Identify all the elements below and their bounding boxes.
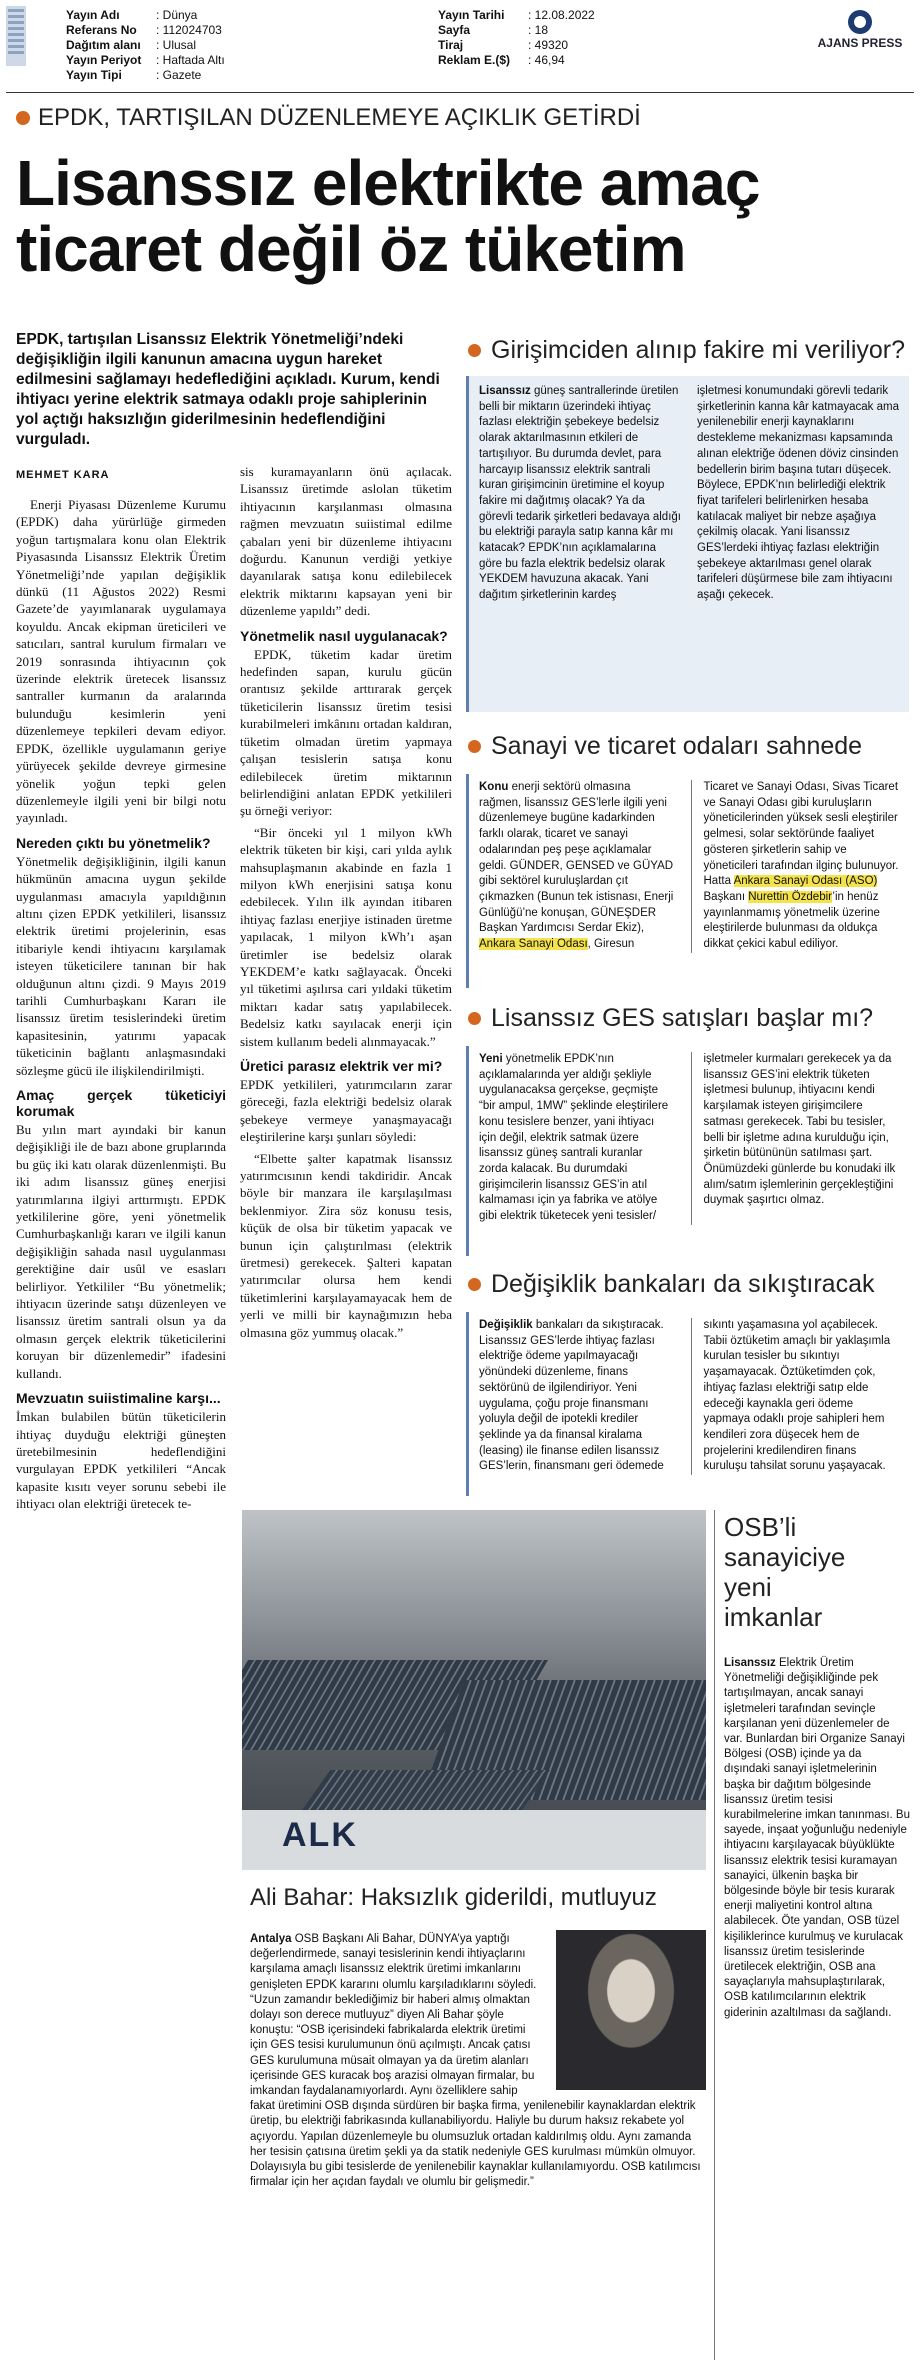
meta-value: : 46,94: [528, 53, 565, 67]
factory-sign: ALK: [282, 1816, 358, 1854]
box-title-text: Sanayi ve ticaret odaları sahnede: [491, 732, 863, 760]
meta-value: : 18: [528, 23, 549, 37]
box3: [466, 1046, 909, 1256]
meta-value: : 49320: [528, 38, 569, 52]
box-title-text: Girişimciden alınıp fakire mi veriliyor?: [491, 336, 906, 364]
box-title-text: Değişiklik bankaları da sıkıştıracak: [491, 1270, 875, 1298]
box2-col-2: [691, 780, 900, 953]
paragraph: EPDK, tüketim kadar üretim hedefinden sapan, kurulu gücün orantısız şekilde arttırarak gerçek tüketicilerin lisanssız üretim tesisi kurabilmeleri imkânını ortadan kaldıran, tüketim olmadan üretim yapmaya çalışan tesislerin satışa konu edilebilecek üretim miktarının belirlendiğini anlatan EPDK yetkilileri şu örneği veriyor:: [240, 646, 452, 819]
alibahar-text: [250, 1932, 702, 2190]
publication-logo-strip: [6, 6, 26, 66]
osb-text: [724, 1656, 910, 2021]
ajans-press-icon: [848, 10, 872, 34]
box4-col-1: [479, 1318, 675, 1475]
osb-title-line: imkanlar: [724, 1602, 823, 1632]
highlight: Ankara Sanayi Odası: [479, 938, 588, 951]
box2-title: [468, 732, 862, 761]
kicker: [16, 104, 641, 132]
box-text: enerji sektörü olmasına rağmen, lisanssız GES’lerle ilgili yeni düzenlemeye bugüne kadarkinden farklı olarak, ticaret ve sanayi odalarından peş peşe açıklamalar geldi. GÜNDER, GENSED ve GÜYAD gibi sektörel kuruluşlardan çıt çıkmazken (Bunun tek istisnası, Enerji Günlüğü’ne konuşan, GÜNEŞDER Başkan Yardımcısı Serdar Ekiz),: [479, 781, 674, 935]
box-text: yönetmelik EPDK’nın açıklamalarında yer aldığı şekliyle uygulanacaksa gerçekse, geçmişte “bir ampul, 1MW” şeklinde eleştirilere konu tesislere benzer, yani ihtiyacı için değil, elektrik satmak üzere lisanssız güneş santrali kuranlar zorda kalacak. Bu durumdaki girişimcilerin lisanssız GES’in atıl kalmaması için ya fabrika ve atölye gibi elektrik tüketecek yeni tesisler/: [479, 1053, 669, 1223]
byline: MEHMET KARA: [16, 469, 110, 481]
box3-col-2: [691, 1052, 900, 1225]
box2: [466, 774, 909, 988]
box-text: , Giresun: [587, 938, 635, 951]
highlight: Nurettin Özdebir: [748, 890, 833, 903]
brand-name: AJANS PRESS: [817, 36, 903, 50]
meta-label: Referans No: [66, 23, 137, 37]
headline: [16, 147, 906, 285]
box-text: işletmeler kurmaları gerekecek ya da lisanssız GES’ini elektrik tüketen işletmesi bulunup, ihtiyacını kendi karşılamak isteyen girişimcilere satması gerekecek. Tabi bu tesisler, belli bir işletme adına kurulduğu için, şirketin bütününün satılması şart. Önümüzdeki günlerde bu konudaki ilk alım/satım işlemlerinin gerçekleştiğini duymak şaşırtıcı olmaz.: [703, 1053, 896, 1207]
box4-col-2: [691, 1318, 900, 1475]
box-text: işletmesi konumundaki görevli tedarik şirketlerinin kanna kâr katmayacak ama yenilenebilir enerji kaynaklarını destekleme mekanizması kapsamında alınan elektriğe ödenen döviz cinsinden bedellerin birim başına tutarı düşecek. Böylece, EPDK’nın belirlediği elektrik fiyat tarifeleri belirlenirken hesaba katılacak maliyet bir nebze aşağıya çekilmiş olacak. Yani lisanssız GES’lerdeki ihtiyaç fazlası elektriğin şebekeye aktarılması genel olarak tarifeleri düşürmese bile zam ihtiyacını aşağı çekecek.: [697, 385, 899, 602]
subheading: Mevzuatın suiistimaline karşı...: [16, 1390, 221, 1407]
subheading: Üretici parasız elektrik ver mi?: [240, 1058, 443, 1074]
paragraph: Bu yılın mart ayındaki bir kanun değişikliği ile de bazı abone gruplarında bu güç iki katı olarak düzenlenmişti. Bu iki adım lisanssız güneş enerjisi yatırımlarına ilgiyi arttırmıştı. EPDK yetkililerine göre, yeni yönetmelik Cumhurbaşkanlığı kararı ve ilgili kanun değişikliğin sahada nasıl uygulanması gerektiğine dair usûl ve esasları belirliyor. Yetkililer “Bu yönetmelik; ihtiyacın üzerinde satışı düzenleyen ve lisanssız üretim santrali olsun ya da olmasın gerçek elektrik tüketicilerini koruyan bir düzenlemedir” ifadesini kullandı.: [16, 1122, 226, 1381]
box-title-text: Lisanssız GES satışları başlar mı?: [491, 1004, 874, 1032]
paragraph: Enerji Piyasası Düzenleme Kurumu (EPDK) daha yürürlüğe girmeden yoğun tartışmalara konu olan Elektrik Piyasasında Lisanssız Elektrik Üretim Yönetmeliği’nde yapılan değişiklik dünkü (11 Ağustos 2022) Resmi Gazete’de yayımlanarak uygulamaya koyuldu. Ancak ekipman üreticileri ve satıcıları, santral kurulum firmaları ve 2019 sonrasında ihtiyacının çok üzerinde elektrik üretecek lisanssız santraller kurmanın da aralarında bulunduğu kesimlerin yeni düzenlemeye tepkileri devam ediyor. EPDK, özellikle uygulamanın geriye yürüyecek şekilde devreye girmesine yönelik yoğun tepki gelen düzenlemeyle ilgili yeni bir bilgi notu yayınladı.: [16, 497, 226, 826]
box-text: ’in henüz yayınlanmamış yönetmelik üzerine eleştirilerde bulunması da oldukça dikkat çekici kabul ediliyor.: [703, 890, 880, 951]
meta-value: : 12.08.2022: [528, 8, 595, 22]
alibahar-title: Ali Bahar: Haksızlık giderildi, mutluyuz: [250, 1884, 657, 1911]
bullet-icon: [468, 344, 481, 357]
box-text: sıkıntı yaşamasına yol açabilecek. Tabii öztüketim amaçlı bir yaklaşımla kurulan tesisler bu sıkıntıyı yaşamayacak. Öztüketimden çok, ihtiyaç fazlası elektriği satıp elde edeceği kaynakla geri ödeme yapmaya odaklı proje sahipleri hem kendileri zora düşecek hem de projelerini kredilendiren finans kuruluşu tahsilat sorunu yaşayacak.: [703, 1319, 891, 1473]
box-lead: Değişiklik: [479, 1319, 533, 1331]
box-text: güneş santrallerinde üretilen belli bir miktarın üzerindeki ihtiyaç fazlası elektriğin şebekeye bedelsiz olarak aktarılmasının etkileri de tartışılıyor. Bu durumda devlet, para harcayıp lisanssız elektrik santrali kuran girişimcinin üretimine el koyup fakire mi dağıtmış olacak? Ya da görevli tedarik şirketleri bedavaya aldığı bu elektriği parayla satıp kanna kâr mı katacak? EPDK’nın açıklamalarına göre bu fazla elektrik bedelsiz olarak YEKDEM havuzuna akacak. Yani dağıtım şirketlerinin kardeş: [479, 385, 681, 602]
kicker-text: EPDK, TARTIŞILAN DÜZENLEMEYE AÇIKLIK GETİRDİ: [38, 104, 641, 131]
osb-divider: [714, 1510, 715, 2360]
article-column-2: [240, 463, 452, 1345]
paragraph: sis kuramayanların önü açılacak. Lisanssız üretimde aslolan tüketim ihtiyacının karşılanması olmasına rağmen mevzuatın suiistimal edilme çabaları yeni bir düzenleme ihtiyacını doğurdu. Kanunun verdiği yetkiye dayanılarak satışa konu edilebilecek elektrik miktarını kapsayan yeni bir düzenleme yapıldı” dedi.: [240, 464, 452, 619]
bullet-icon: [468, 1278, 481, 1291]
meta-value: : Ulusal: [156, 38, 197, 52]
paragraph: “Elbette şalter kapatmak lisanssız yatırımcısının kendi takdiridir. Ancak böyle bir manzara ile karşılaşılması beklenmiyor. Zira söz konusu tesis, küçük de olsa bir tüketim yapacak ve bunun için çalıştırılması (elektrik üretmesi) gerekecek. Şalteri kapatan yatırımcılar olursa hem kendi tüketimlerini karşılayamayacak hem de yerli ve milli bir kaynağımızın heba olmasına göz yummuş olacak.”: [240, 1150, 452, 1340]
meta-right: [438, 8, 728, 68]
box4: [466, 1312, 909, 1496]
box-text: OSB Başkanı Ali Bahar, DÜNYA’ya yaptığı değerlendirmede, sanayi tesislerinin kendi ihtiyaçlarını karşılama amaçlı lisanssız elektrik üretimi imkanlarını genişleten EPDK kararını olumlu karşıladıklarını söyledi. “Uzun zamandır beklediğimiz bir haberi almış olmaktan dolayı son derece mutluyuz” diyen Ali Bahar şöyle konuştu: “OSB içerisindeki fabrikalarda elektrik üretimi için GES tesisi kurulumunun önü açılmıştı. Ancak çatısı GES kurulumuna müsait olmayan ya da üretim alanları içerisinde GES kuracak boş arazisi olmayan firmalar, bu imkandan faydalanamıyorlardı. Aynı özelliklere sahip fakat üretimini OSB dışında sürdüren bir başka firma, yenilenebilir kaynaklardan elektrik üretip, bu elektriği fabrikasında kullanabiliyordu. Haliyle bu durum haksız rekabete yol açıyordu. Yapılan düzenlemeyle bu olumsuzluk ortadan kaldırılmış oldu. Aynı zamanda her tesisin çatısına üretim şekli ya da statik nedeniyle GES kurulması mümkün olmuyor. Dolayısıyla bu gibi tesislerde de yenilenebilir kaynaklar kullanılamıyordu. OSB katılımcısı firmalar için her açıdan faydalı ve olumlu bir gelişmedir.”: [250, 1933, 701, 2189]
headline-line-1: Lisanssız elektrikte amaç: [16, 147, 760, 219]
osb-title: [724, 1512, 845, 1632]
meta-value: : Gazete: [156, 68, 202, 82]
box-lead: Yeni: [479, 1053, 503, 1065]
meta-label: Yayın Periyot: [66, 53, 142, 67]
box2-col-1: [479, 780, 675, 953]
subheading: Nereden çıktı bu yönetmelik?: [16, 834, 211, 851]
box4-title: [468, 1270, 874, 1299]
meta-value: : 112024703: [156, 23, 222, 37]
meta-label: Yayın Tarihi: [438, 8, 505, 22]
meta-value: : Haftada Altı: [156, 53, 225, 67]
header-divider: [6, 92, 914, 93]
meta-label: Yayın Tipi: [66, 68, 122, 82]
box-text: Elektrik Üretim Yönetmeliği değişikliğinde pek tartışılmayan, ancak sanayi işletmeleri tarafından sevinçle karşılanan yeni düzenlemeler de var. Bunlardan biri Organize Sanayi Bölgesi (OSB) içinde ya da dışındaki sanayi işletmelerinin başka bir dağıtım bölgesinde lisanssız üretim tesisi kurabilmelerine imkan tanınması. Bu sayede, inşaat yoğunluğu nedeniyle ihtiyacını karşılayacak büyüklükte lisanssız elektrik tesisi kuramayan sanayici, ülkenin başka bir bölgesinde böyle bir tesis kurarak enerji maliyetini kontrol altına alabilecek. Öte yandan, OSB tüzel kişiliklerince kurulmuş ve kurulacak lisanssız üretim tesislerinde üretilecek elektriğin, OSB ana sayaçlarıyla mahsuplaştırılarak, OSB katılımcılarının elektrik giderinin azaltılması da sağlandı.: [724, 1657, 910, 2019]
meta-label: Reklam E.($): [438, 53, 511, 67]
box1-title: [468, 336, 905, 365]
highlight: Ankara Sanayi Odası (ASO): [733, 875, 878, 888]
paragraph: Yönetmelik değişikliğinin, ilgili kanun hükmünün amacına uygun şekilde uygulanması amacıyla yapıldığının altını çizen EPDK yetkilileri, lisanssız elektrik üretimi projelerinin, esas itibariyle kendi ihtiyacını karşılamak isteyen tüketicilere tanınan bir hak olduğunun altını çizdi. 9 Mayıs 2019 tarihli Cumhurbaşkanı Kararı ile lisanssız üretim tesislerindeki üretim kapasitesinin, yatırımı yapacak tüketicinin bağlantı anlaşmasındaki sözleşme gücü ile ilişkilendirilmişti.: [16, 853, 226, 1078]
box-lead: Konu: [479, 781, 509, 793]
box-lead: Antalya: [250, 1933, 292, 1945]
paragraph: İmkan bulabilen bütün tüketicilerin ihtiyaç duyduğu elektriği güneşten üretebilmesinin hedeflendiğini vurgulayan EPDK yetkilileri “Ancak kapasite kısıtı veyer sorunu sebebi ile ihtiyacı olan elektriği üretecek te-: [16, 1409, 226, 1512]
bullet-icon: [16, 111, 30, 125]
subheading: Amaç gerçek tüketiciyi korumak: [16, 1087, 226, 1119]
paragraph: “Bir önceki yıl 1 milyon kWh elektrik tüketen bir kişi, cari yılda aylık mahsuplaşmanın akabinde en fazla 1 milyon kWh enerjisini satışa konu edebilecek. Yılın ilk ayından itibaren ihtiyaç fazlası enerjiye istinaden üretme yapılacak, 1 milyon kWh’ı aşan üretimler ise bedelsiz olarak YEKDEM’e katkı sağlayacak. Önceki yıl tüketimi aşılırsa cari yıldaki tüketim miktarı kadar satış yapılabilecek. Bedelsiz katkı sayılacak enerji için sistem kullanım bedeli alınmayacak.”: [240, 824, 452, 1049]
osb-title-line: sanayiciye: [724, 1542, 846, 1572]
box1-col-2: [697, 384, 899, 604]
box-text: Başkanı: [703, 890, 749, 903]
factory-solar-roof-photo: [242, 1510, 706, 1870]
portrait-spacer: [544, 1932, 702, 2096]
box3-col-1: [479, 1052, 675, 1225]
osb-title-line: OSB’li: [724, 1512, 797, 1542]
ajans-press-logo: [812, 10, 908, 50]
headline-line-2: ticaret değil öz tüketim: [16, 213, 686, 285]
box-lead: Lisanssız: [724, 1657, 776, 1669]
meta-label: Dağıtım alanı: [66, 38, 141, 52]
box-text: bankaları da sıkıştıracak. Lisanssız GES’lerde ihtiyaç fazlası elektriğe ödeme yapılmayacağı yönündeki düzenleme, finans sektörünü de ilgilendiriyor. Yeni uygulama, çoğu proje finansmanı yoluyla değil de ipotekli krediler şeklinde ya da finansal kiralama (leasing) ile finanse edilen lisanssız GES’lerin, finansmanı geri ödemede: [479, 1319, 664, 1473]
meta-label: Tiraj: [438, 38, 464, 52]
box3-title: [468, 1004, 873, 1033]
article-column-1: [16, 496, 226, 1517]
subheading: Yönetmelik nasıl uygulanacak?: [240, 627, 448, 644]
bullet-icon: [468, 1012, 481, 1025]
box-text: Ticaret ve Sanayi Odası, Sivas Ticaret ve Sanayi Odası gibi kuruluşların yöneticilerinden yüksek sesli eleştiriler gelmesi, solar sektöründe faaliyet gösteren şirketlerin sahip ve yöneticileri tarafından ilginç bulunuyor. Hatta: [703, 781, 899, 888]
osb-title-line: yeni: [724, 1572, 772, 1602]
meta-label: Yayın Adı: [66, 8, 120, 22]
lead-paragraph: EPDK, tartışılan Lisanssız Elektrik Yönetmeliği’ndeki değişikliğin ilgili kanunun amacına uygun hareket edilmesini sağlamayı hedeflediğini açıkladı. Kurum, kendi ihtiyacı yerine elektrik satmaya odaklı proje sahiplerinin yol açtığı haksızlığın giderilmesinin hedeflendiğini vurguladı.: [16, 331, 440, 448]
bullet-icon: [468, 740, 481, 753]
meta-label: Sayfa: [438, 23, 471, 37]
paragraph: EPDK yetkilileri, yatırımcıların zarar göreceği, fazla elektriği bedelsiz olarak şebekeye vermeye yanaşmayacağı eleştirilerine karşı şunları söyledi:: [240, 1077, 452, 1145]
meta-left: [66, 8, 356, 83]
box1: [466, 376, 909, 712]
meta-value: : Dünya: [156, 8, 198, 22]
box1-col-1: [479, 384, 681, 604]
box-lead: Lisanssız: [479, 385, 531, 397]
